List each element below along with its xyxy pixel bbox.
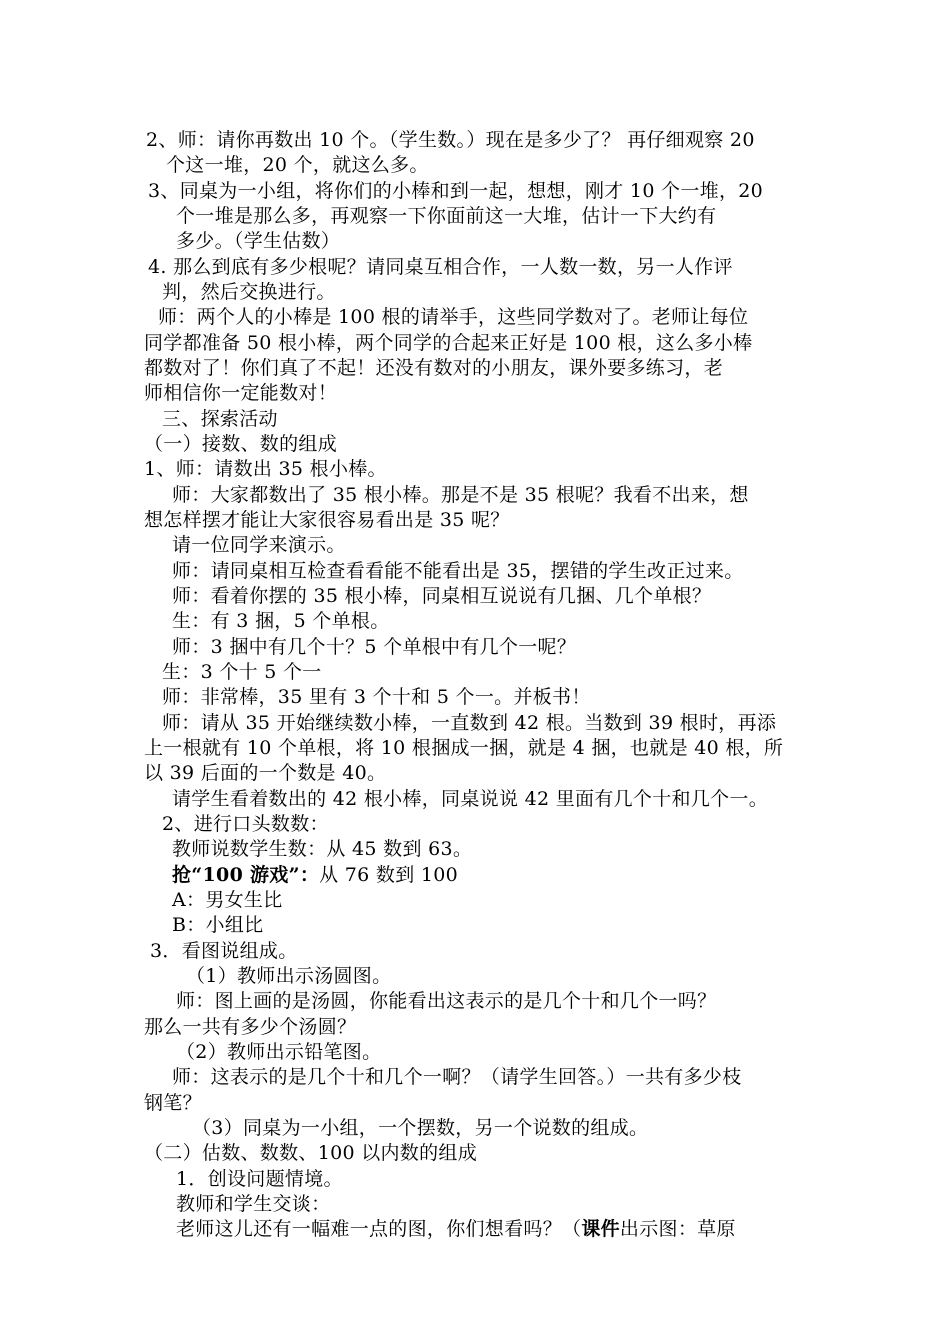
section-heading: 三、探索活动 [162,408,278,430]
paragraph-line: （1）教师出示汤圆图。 [186,965,392,987]
paragraph-line [172,862,458,888]
paragraph-line: 判，然后交换进行。 [162,281,336,303]
paragraph-line: 生：3 个十 5 个一 [162,661,322,683]
paragraph-line: 师：非常棒，35 里有 3 个十和 5 个一。并板书！ [162,686,591,708]
paragraph-line: 多少。（学生估数） [176,230,341,252]
paragraph-line: 教师和学生交谈： [176,1193,331,1215]
line-text: 老师这儿还有一幅难一点的图，你们想看吗？（ [176,1218,582,1240]
paragraph-line: 3、同桌为一小组，将你们的小棒和到一起，想想，刚才 10 个一堆，20 [148,180,764,202]
paragraph-line: 师：这表示的是几个十和几个一啊？（请学生回答。）一共有多少枝 [172,1066,742,1088]
paragraph-line: 想怎样摆才能让大家很容易看出是 35 呢？ [144,509,510,531]
subsection-heading: （二）估数、数数、100 以内数的组成 [144,1142,478,1164]
paragraph-line: 个一堆是那么多，再观察一下你面前这一大堆，估计一下大约有 [176,205,717,227]
game-title: 抢“100 游戏”： [172,864,320,886]
subsection-heading: （一）接数、数的组成 [144,433,338,455]
paragraph-line: 师：请同桌相互检查看看能不能看出是 35，摆错的学生改正过来。 [172,560,744,582]
paragraph-line: 以 39 后面的一个数是 40。 [144,762,387,784]
courseware-label: 课件 [581,1218,620,1240]
paragraph-line: 4. 那么到底有多少根呢？请同桌互相合作，一人数一数，另一人作评 [148,256,733,278]
line-text: 出示图：草原 [619,1218,736,1240]
paragraph-line [176,1216,736,1242]
paragraph-line: 个这一堆，20 个，就这么多。 [166,154,429,176]
paragraph-line: 教师说数学生数：从 45 数到 63。 [172,838,473,860]
paragraph-line: 2、进行口头数数： [162,813,329,835]
paragraph-line: 同学都准备 50 根小棒，两个同学的合起来正好是 100 根，这么多小棒 [144,332,753,354]
paragraph-line: （3）同桌为一小组，一个摆数，另一个说数的组成。 [192,1117,649,1139]
paragraph-line: 3．看图说组成。 [150,940,298,962]
paragraph-line: 1．创设问题情境。 [176,1168,343,1190]
paragraph-line: 那么一共有多少个汤圆？ [144,1016,357,1038]
paragraph-line: 师：看着你摆的 35 根小棒，同桌相互说说有几捆、几个单根？ [172,585,712,607]
paragraph-line: 上一根就有 10 个单根，将 10 根捆成一捆，就是 4 捆，也就是 40 根，所 [144,737,784,759]
paragraph-line: B：小组比 [172,914,264,936]
paragraph-line: 师：大家都数出了 35 根小棒。那是不是 35 根呢？我看不出来，想 [172,484,749,506]
paragraph-line: 2、师：请你再数出 10 个。（学生数。）现在是多少了？ 再仔细观察 20 [146,129,755,151]
paragraph-line: A：男女生比 [172,889,283,911]
game-range: 从 76 数到 100 [319,864,459,886]
paragraph-line: 师：请从 35 开始继续数小棒，一直数到 42 根。当数到 39 根时，再添 [162,712,777,734]
paragraph-line: 师：图上画的是汤圆，你能看出这表示的是几个十和几个一吗？ [176,990,717,1012]
paragraph-line: 1、师：请数出 35 根小棒。 [144,458,387,480]
paragraph-line: 请一位同学来演示。 [172,534,346,556]
paragraph-line: 师相信你一定能数对！ [144,382,338,404]
paragraph-line: 都数对了！你们真了不起！还没有数对的小朋友，课外要多练习，老 [144,357,724,379]
paragraph-line: 钢笔？ [144,1092,202,1114]
paragraph-line: 师：3 捆中有几个十？5 个单根中有几个一呢？ [172,636,577,658]
paragraph-line: 师：两个人的小棒是 100 根的请举手，这些同学数对了。老师让每位 [158,306,749,328]
paragraph-line: 生：有 3 捆，5 个单根。 [172,610,390,632]
paragraph-line: （2）教师出示铅笔图。 [176,1041,382,1063]
paragraph-line: 请学生看着数出的 42 根小棒，同桌说说 42 里面有几个十和几个一。 [172,788,769,810]
